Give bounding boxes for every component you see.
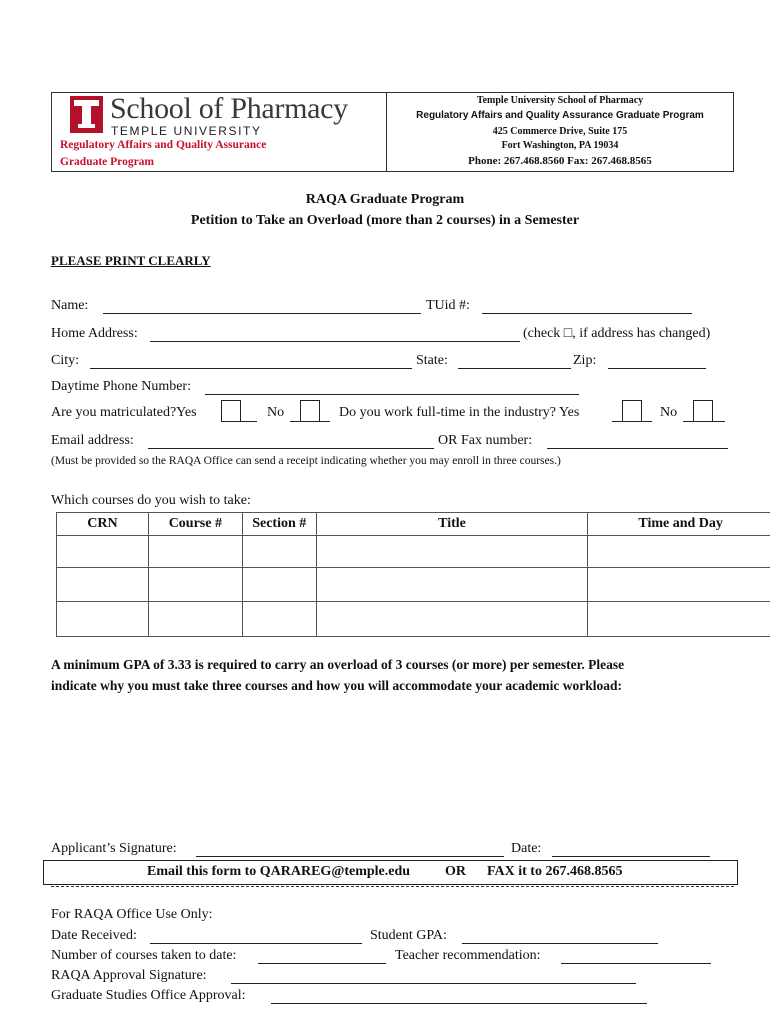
tuid-input-line[interactable]: [482, 313, 692, 314]
raqa-approval-line[interactable]: [231, 983, 636, 984]
program-name-line1: Regulatory Affairs and Quality Assurance: [60, 139, 267, 151]
cut-line-divider: [51, 886, 734, 887]
address-line1: Temple University School of Pharmacy: [476, 95, 644, 106]
title-cell[interactable]: [316, 568, 588, 602]
address-line3: 425 Commerce Drive, Suite 175: [492, 126, 628, 137]
section-number-header: Section #: [242, 513, 316, 536]
student-gpa-line[interactable]: [462, 943, 658, 944]
fulltime-no-checkbox[interactable]: [693, 400, 713, 422]
name-input-line[interactable]: [103, 313, 421, 314]
zip-label: Zip:: [573, 353, 597, 368]
state-label: State:: [416, 353, 448, 368]
time-day-cell[interactable]: [588, 568, 770, 602]
title-cell[interactable]: [316, 536, 588, 568]
crn-cell[interactable]: [57, 602, 149, 637]
crn-header: CRN: [57, 513, 149, 536]
address-line4: Fort Washington, PA 19034: [501, 140, 619, 151]
courses-header-row: [57, 513, 770, 536]
courses-prompt: Which courses do you wish to take:: [51, 493, 251, 508]
email-input-line[interactable]: [148, 448, 434, 449]
address-phone-fax: Phone: 267.468.8560 Fax: 267.468.8565: [468, 155, 652, 167]
or-text: OR: [445, 864, 466, 879]
course-cell[interactable]: [148, 536, 242, 568]
table-row: [57, 568, 770, 602]
time-day-cell[interactable]: [588, 602, 770, 637]
address-changed-check[interactable]: (check □, if address has changed): [523, 326, 711, 341]
date-received-label: Date Received:: [51, 928, 137, 943]
table-row: [57, 536, 770, 568]
courses-taken-label: Number of courses taken to date:: [51, 948, 237, 963]
program-name-line2: Graduate Program: [60, 156, 155, 168]
email-label: Email address:: [51, 433, 134, 448]
fulltime-yes-checkbox[interactable]: [622, 400, 642, 422]
matriculated-yes-underline: [241, 421, 257, 422]
section-cell[interactable]: [242, 602, 316, 637]
email-instruction: Email this form to QARAREG@temple.edu: [147, 864, 411, 879]
courses-table: [56, 512, 770, 637]
grad-approval-label: Graduate Studies Office Approval:: [51, 988, 246, 1003]
grad-approval-line[interactable]: [271, 1003, 647, 1004]
logo-title: School of Pharmacy: [110, 92, 348, 125]
city-label: City:: [51, 353, 80, 368]
daytime-phone-input-line[interactable]: [205, 394, 579, 395]
applicant-signature-label: Applicant’s Signature:: [51, 841, 177, 856]
justification-area[interactable]: [51, 700, 734, 830]
signature-date-label: Date:: [511, 841, 542, 856]
city-input-line[interactable]: [90, 368, 412, 369]
matriculated-no-label: No: [267, 405, 285, 420]
crn-cell[interactable]: [57, 536, 149, 568]
table-row: [57, 602, 770, 637]
matriculated-no-underline: [320, 421, 330, 422]
zip-input-line[interactable]: [608, 368, 706, 369]
title-header: Title: [316, 513, 588, 536]
section-cell[interactable]: [242, 568, 316, 602]
courses-taken-line[interactable]: [258, 963, 386, 964]
applicant-signature-line[interactable]: [196, 856, 504, 857]
print-clearly-instruction: PLEASE PRINT CLEARLY: [51, 253, 211, 268]
address-line2: Regulatory Affairs and Quality Assurance Graduate Program: [416, 110, 704, 121]
time-day-cell[interactable]: [588, 536, 770, 568]
teacher-rec-label: Teacher recommendation:: [395, 948, 541, 963]
work-fulltime-label: Do you work full-time in the industry? Yes: [339, 405, 580, 420]
fulltime-no-underline: [713, 421, 725, 422]
section-cell[interactable]: [242, 536, 316, 568]
teacher-rec-line[interactable]: [561, 963, 711, 964]
home-address-label: Home Address:: [51, 326, 138, 341]
gpa-statement-line1: A minimum GPA of 3.33 is required to carry an overload of 3 courses (or more) per semester. Please: [51, 657, 625, 672]
temple-t-logo-icon: [70, 96, 103, 133]
fulltime-yes-underline: [642, 421, 652, 422]
matriculated-no-underline-left: [290, 421, 300, 422]
form-title: RAQA Graduate Program: [305, 192, 465, 207]
crn-cell[interactable]: [57, 568, 149, 602]
course-cell[interactable]: [148, 568, 242, 602]
fulltime-yes-underline-left: [612, 421, 622, 422]
title-cell[interactable]: [316, 602, 588, 637]
receipt-note: (Must be provided so the RAQA Office can send a receipt indicating whether you may enroll in three courses.): [51, 455, 561, 467]
form-subtitle: Petition to Take an Overload (more than 2 courses) in a Semester: [190, 213, 580, 228]
fax-instruction: FAX it to 267.468.8565: [487, 864, 623, 879]
signature-date-line[interactable]: [552, 856, 710, 857]
course-number-header: Course #: [148, 513, 242, 536]
logo-subtitle: TEMPLE UNIVERSITY: [111, 124, 262, 138]
fulltime-no-label: No: [660, 405, 678, 420]
home-address-input-line[interactable]: [150, 341, 520, 342]
daytime-phone-label: Daytime Phone Number:: [51, 379, 191, 394]
fax-input-line[interactable]: [547, 448, 728, 449]
matriculated-label: Are you matriculated?Yes: [51, 405, 197, 420]
office-use-heading: For RAQA Office Use Only:: [51, 907, 213, 922]
student-gpa-label: Student GPA:: [370, 928, 447, 943]
time-day-header: Time and Day: [588, 513, 770, 536]
fax-label: OR Fax number:: [438, 433, 533, 448]
name-label: Name:: [51, 298, 89, 313]
tuid-label: TUid #:: [426, 298, 470, 313]
matriculated-no-checkbox[interactable]: [300, 400, 320, 422]
gpa-statement-line2: indicate why you must take three courses and how you will accommodate your academic workload:: [51, 678, 622, 693]
course-cell[interactable]: [148, 602, 242, 637]
matriculated-yes-checkbox[interactable]: [221, 400, 241, 422]
date-received-line[interactable]: [150, 943, 362, 944]
fulltime-no-underline-left: [683, 421, 693, 422]
raqa-approval-label: RAQA Approval Signature:: [51, 968, 207, 983]
state-input-line[interactable]: [458, 368, 571, 369]
